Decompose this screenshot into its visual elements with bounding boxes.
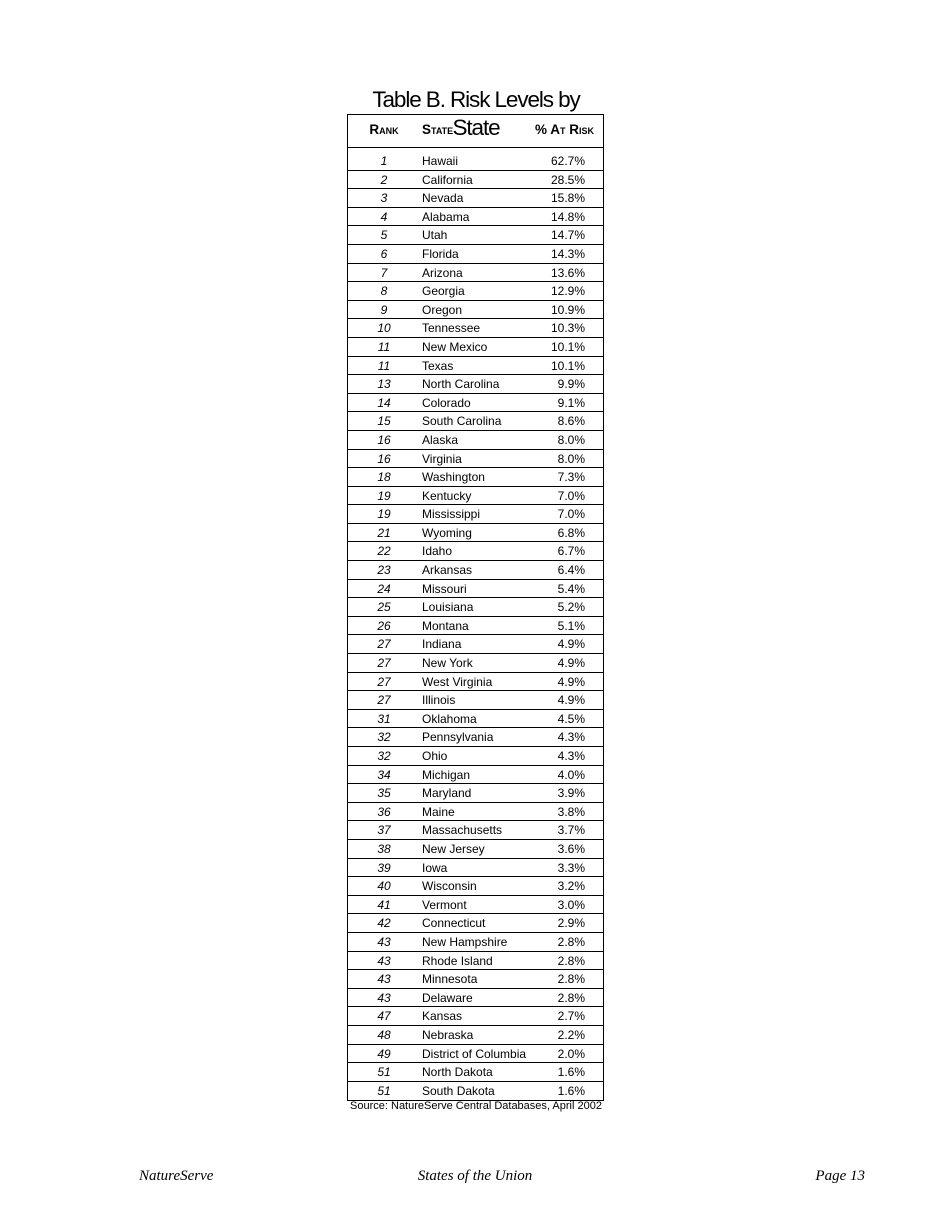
rank-cell: 27 [377, 656, 391, 671]
state-cell: Rhode Island [422, 953, 493, 968]
state-cell: Vermont [422, 897, 467, 912]
pct-cell: 2.7% [557, 1009, 585, 1024]
pct-cell: 10.1% [550, 339, 585, 354]
rank-cell: 19 [377, 488, 391, 503]
table-row [348, 598, 603, 617]
rank-cell: 48 [377, 1027, 391, 1042]
table-row [348, 208, 603, 227]
rank-cell: 8 [380, 284, 388, 299]
state-cell: Mississippi [422, 507, 481, 522]
rank-cell: 47 [377, 1009, 391, 1024]
state-cell: Hawaii [422, 154, 459, 168]
state-cell: South Dakota [422, 1083, 495, 1098]
state-cell: Missouri [422, 581, 467, 596]
table-row [348, 226, 603, 245]
state-cell: Illinois [422, 693, 456, 708]
state-cell: Colorado [422, 395, 471, 410]
pct-cell: 4.9% [557, 637, 585, 652]
pct-cell: 15.8% [550, 191, 585, 206]
state-cell: New Hampshire [422, 934, 508, 949]
state-cell: Washington [422, 470, 485, 485]
pct-cell: 4.3% [557, 749, 585, 763]
table-row [348, 412, 603, 431]
rank-cell: 11 [377, 358, 391, 373]
rank-cell: 49 [377, 1046, 391, 1061]
state-cell: New York [422, 656, 473, 671]
state-cell: Kansas [422, 1009, 463, 1024]
rank-cell: 22 [377, 544, 391, 559]
pct-cell: 6.7% [557, 544, 585, 559]
rank-cell: 26 [377, 618, 391, 633]
pct-cell: 5.1% [557, 618, 585, 633]
state-cell: Texas [422, 358, 454, 373]
state-cell: Iowa [422, 860, 448, 875]
rank-cell: 27 [377, 637, 391, 652]
pct-cell: 9.9% [557, 377, 585, 392]
state-cell: Maryland [422, 786, 472, 801]
table-row [348, 468, 603, 487]
rank-cell: 25 [377, 600, 391, 615]
rank-cell: 18 [377, 470, 391, 485]
pct-cell: 4.3% [557, 730, 585, 745]
table-row [348, 171, 603, 190]
pct-cell: 12.9% [550, 284, 585, 299]
state-cell: Arkansas [422, 563, 473, 578]
pct-cell: 3.6% [557, 841, 585, 856]
state-cell: Pennsylvania [422, 730, 494, 745]
table-row [348, 877, 603, 896]
rank-cell: 6 [380, 246, 388, 261]
footer-page-number: Page 13 [815, 1168, 865, 1184]
state-cell: Maine [422, 804, 455, 819]
table-row [348, 580, 603, 599]
table-row [348, 282, 603, 301]
table-row [348, 375, 603, 394]
rank-cell: 51 [377, 1083, 391, 1098]
table-row [348, 654, 603, 673]
rank-cell: 51 [377, 1065, 391, 1080]
table-row [348, 933, 603, 952]
pct-cell: 2.8% [557, 953, 585, 968]
table-row [348, 524, 603, 543]
pct-cell: 2.8% [557, 934, 585, 949]
rank-cell: 3 [380, 191, 388, 206]
table-row [348, 803, 603, 822]
rank-cell: 24 [377, 581, 391, 596]
table-row [348, 728, 603, 747]
state-cell: New Jersey [422, 841, 485, 856]
table-row [348, 357, 603, 376]
rank-cell: 23 [377, 563, 391, 578]
table-row [348, 710, 603, 729]
table-row [348, 1063, 603, 1082]
rank-cell: 40 [377, 879, 391, 894]
state-cell: Indiana [422, 637, 462, 652]
rank-cell: 14 [377, 395, 391, 410]
rank-cell: 13 [377, 377, 391, 392]
rank-cell: 9 [380, 302, 388, 317]
state-cell: Minnesota [422, 972, 478, 987]
pct-cell: 5.2% [557, 600, 585, 615]
rank-cell: 37 [377, 823, 391, 838]
state-cell: West Virginia [422, 674, 493, 689]
table-row [348, 264, 603, 283]
table-row [348, 784, 603, 803]
rank-cell: 34 [377, 767, 391, 782]
state-cell: Tennessee [422, 321, 481, 336]
state-cell: Georgia [422, 284, 465, 299]
table-row [348, 301, 603, 320]
table-row [348, 747, 603, 766]
rank-cell: 43 [377, 953, 391, 968]
pct-cell: 3.2% [557, 879, 585, 894]
table-row [348, 561, 603, 580]
risk-table [347, 114, 604, 1101]
pct-cell: 2.9% [557, 916, 585, 931]
pct-cell: 8.0% [557, 451, 585, 466]
table-row [348, 896, 603, 915]
table-row [348, 431, 603, 450]
rank-cell: 4 [380, 209, 388, 224]
rank-cell: 2 [380, 172, 388, 187]
pct-cell: 2.2% [557, 1027, 585, 1042]
table-row [348, 1045, 603, 1064]
rank-cell: 19 [377, 507, 391, 522]
pct-cell: 3.0% [557, 897, 585, 912]
pct-cell: 3.7% [557, 823, 585, 838]
header-state: State [422, 122, 454, 137]
rank-cell: 36 [377, 804, 391, 819]
table-row [348, 617, 603, 636]
table-row [348, 1026, 603, 1045]
state-cell: Alaska [422, 432, 459, 447]
pct-cell: 4.9% [557, 674, 585, 689]
state-cell: Alabama [422, 209, 470, 224]
table-row [348, 1082, 603, 1101]
rank-cell: 31 [377, 711, 391, 726]
pct-cell: 2.0% [557, 1046, 585, 1061]
state-cell: South Carolina [422, 414, 502, 429]
pct-cell: 4.5% [557, 711, 585, 726]
pct-cell: 6.8% [557, 525, 585, 540]
state-cell: Nebraska [422, 1027, 474, 1042]
table-row [348, 505, 603, 524]
table-row [348, 691, 603, 710]
pct-cell: 5.4% [557, 581, 585, 596]
pct-cell: 7.0% [557, 488, 585, 503]
table-row [348, 840, 603, 859]
rank-cell: 43 [377, 972, 391, 987]
pct-cell: 10.3% [550, 321, 585, 336]
state-cell: Connecticut [422, 916, 486, 931]
rank-cell: 16 [377, 432, 391, 447]
state-cell: Virginia [422, 451, 462, 466]
pct-cell: 28.5% [550, 172, 585, 187]
table-row [348, 189, 603, 208]
state-cell: North Carolina [422, 377, 500, 392]
table-row [348, 821, 603, 840]
pct-cell: 13.6% [550, 265, 585, 280]
state-cell: Michigan [422, 767, 471, 782]
rank-cell: 5 [380, 228, 388, 243]
rank-cell: 11 [377, 339, 391, 354]
table-row [348, 152, 603, 171]
rank-cell: 32 [377, 749, 391, 763]
table-row [348, 952, 603, 971]
state-cell: Ohio [422, 749, 448, 763]
pct-cell: 14.8% [550, 209, 585, 224]
table-row [348, 394, 603, 413]
table-body [348, 148, 603, 1100]
table-row [348, 542, 603, 561]
state-cell: New Mexico [422, 339, 488, 354]
pct-cell: 7.0% [557, 507, 585, 522]
rank-cell: 35 [377, 786, 391, 801]
pct-cell: 1.6% [557, 1065, 585, 1080]
state-cell: Montana [422, 618, 469, 633]
state-cell: California [422, 172, 473, 187]
rank-cell: 27 [377, 674, 391, 689]
header-rank: Rank [369, 122, 399, 137]
table-row [348, 319, 603, 338]
table-header-row [348, 115, 603, 148]
table-row [348, 1007, 603, 1026]
pct-cell: 62.7% [550, 154, 585, 168]
table-row [348, 914, 603, 933]
pct-cell: 2.8% [557, 972, 585, 987]
table-row [348, 989, 603, 1008]
pct-cell: 6.4% [557, 563, 585, 578]
table-row [348, 487, 603, 506]
source-note: Source: NatureServe Central Databases, April 2002 [350, 1100, 602, 1112]
state-cell: Louisiana [422, 600, 474, 615]
footer-publisher: NatureServe [139, 1168, 214, 1184]
table-row [348, 450, 603, 469]
pct-cell: 2.8% [557, 990, 585, 1005]
pct-cell: 4.9% [557, 656, 585, 671]
pct-cell: 3.8% [557, 804, 585, 819]
rank-cell: 15 [377, 414, 391, 429]
pct-cell: 4.9% [557, 693, 585, 708]
rank-cell: 21 [377, 525, 391, 540]
state-cell: Utah [422, 228, 448, 243]
table-row [348, 245, 603, 264]
state-cell: Idaho [422, 544, 453, 559]
pct-cell: 8.0% [557, 432, 585, 447]
state-cell: Kentucky [422, 488, 472, 503]
pct-cell: 9.1% [557, 395, 585, 410]
rank-cell: 41 [377, 897, 391, 912]
pct-cell: 14.3% [550, 246, 585, 261]
pct-cell: 1.6% [557, 1083, 585, 1098]
state-cell: Nevada [422, 191, 464, 206]
state-cell: Arizona [422, 265, 463, 280]
table-row [348, 970, 603, 989]
state-cell: District of Columbia [422, 1046, 527, 1061]
rank-cell: 42 [377, 916, 391, 931]
state-cell: Delaware [422, 990, 473, 1005]
state-cell: Massachusetts [422, 823, 503, 838]
pct-cell: 8.6% [557, 414, 585, 429]
table-row [348, 766, 603, 785]
table-row [348, 635, 603, 654]
rank-cell: 16 [377, 451, 391, 466]
rank-cell: 38 [377, 841, 391, 856]
state-cell: Oklahoma [422, 711, 477, 726]
table-row [348, 338, 603, 357]
pct-cell: 3.9% [557, 786, 585, 801]
pct-cell: 3.3% [557, 860, 585, 875]
state-cell: Oregon [422, 302, 463, 317]
state-cell: Wisconsin [422, 879, 477, 894]
rank-cell: 39 [377, 860, 391, 875]
rank-cell: 32 [377, 730, 391, 745]
rank-cell: 27 [377, 693, 391, 708]
pct-cell: 4.0% [557, 767, 585, 782]
rank-cell: 43 [377, 934, 391, 949]
state-cell: Florida [422, 246, 459, 261]
state-cell: North Dakota [422, 1065, 493, 1080]
pct-cell: 10.1% [550, 358, 585, 373]
rank-cell: 10 [377, 321, 391, 336]
rank-cell: 7 [380, 265, 388, 280]
pct-cell: 7.3% [557, 470, 585, 485]
header-pct-at-risk: % At Risk [534, 122, 594, 137]
rank-cell: 43 [377, 990, 391, 1005]
table-row [348, 673, 603, 692]
state-cell: Wyoming [422, 525, 472, 540]
footer-report-title: States of the Union [417, 1168, 533, 1184]
table-title: Table B. Risk Levels by State [372, 87, 580, 140]
rank-cell: 1 [380, 154, 388, 168]
table-row [348, 859, 603, 878]
pct-cell: 10.9% [550, 302, 585, 317]
pct-cell: 14.7% [550, 228, 585, 243]
